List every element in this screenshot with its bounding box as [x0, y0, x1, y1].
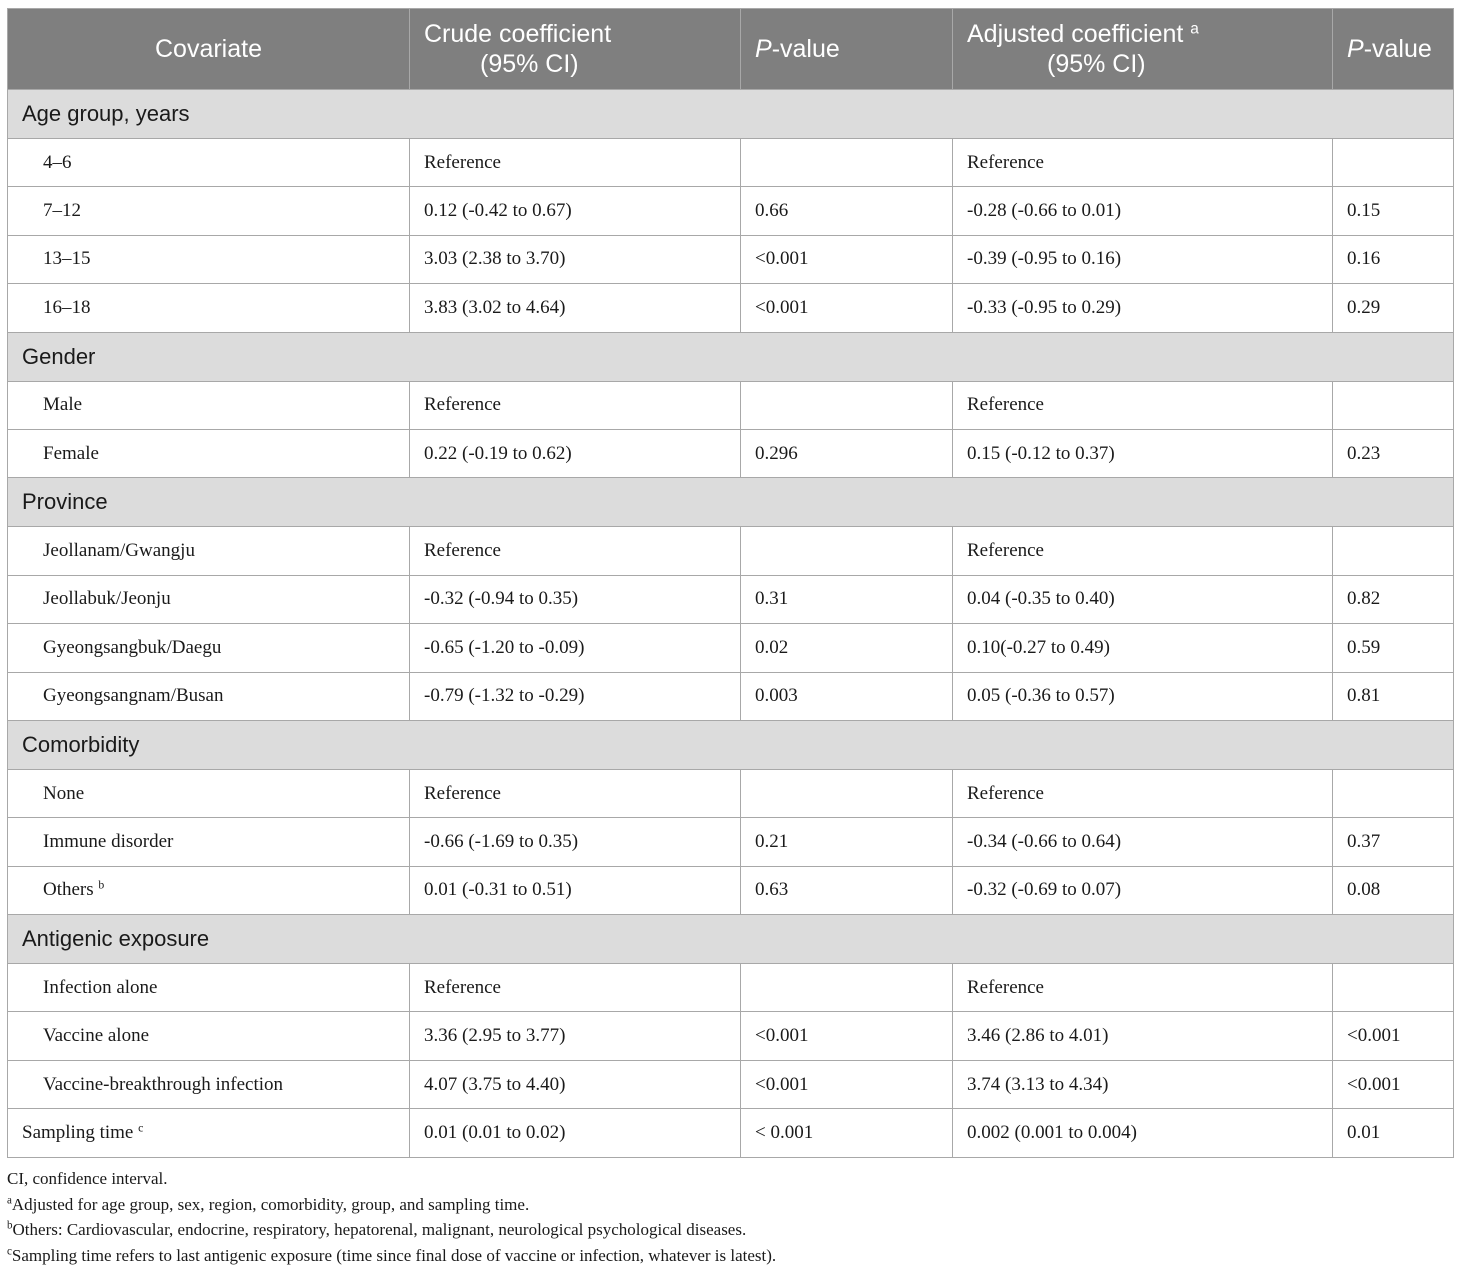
adjusted-p-value-cell [1333, 381, 1454, 429]
footnote-marker: b [7, 1219, 13, 1232]
crude-coefficient-cell: Reference [410, 527, 741, 575]
footnote-marker: c [7, 1244, 12, 1257]
adjusted-coefficient-cell: -0.39 (-0.95 to 0.16) [953, 235, 1333, 283]
crude-coefficient-cell: 0.22 (-0.19 to 0.62) [410, 429, 741, 477]
adjusted-coefficient-cell: -0.28 (-0.66 to 0.01) [953, 187, 1333, 235]
covariate-label: Female [8, 429, 410, 477]
regression-table [7, 8, 1454, 1158]
adjusted-p-value-cell: 0.15 [1333, 187, 1454, 235]
adjusted-p-value-cell [1333, 964, 1454, 1012]
section-title: Age group, years [8, 90, 1454, 139]
covariate-label: 13–15 [8, 235, 410, 283]
table-row [8, 624, 1454, 672]
section-title: Gender [8, 332, 1454, 381]
crude-p-value-cell: 0.66 [741, 187, 953, 235]
adjusted-p-value-cell [1333, 769, 1454, 817]
covariate-label: Others $^b$ [8, 866, 410, 914]
adjusted-coefficient-cell: Reference [953, 139, 1333, 187]
adjusted-p-value-cell: 0.23 [1333, 429, 1454, 477]
crude-p-value-cell: <0.001 [741, 1012, 953, 1060]
covariate-label: Gyeongsangnam/Busan [8, 672, 410, 720]
table-row [8, 866, 1454, 914]
adjusted-coefficient-cell: -0.34 (-0.66 to 0.64) [953, 818, 1333, 866]
adjusted-coefficient-cell: -0.33 (-0.95 to 0.29) [953, 284, 1333, 332]
crude-p-value-cell: 0.31 [741, 575, 953, 623]
covariate-label: 16–18 [8, 284, 410, 332]
crude-p-value-cell [741, 769, 953, 817]
adjusted-p-value-cell: 0.01 [1333, 1109, 1454, 1157]
adjusted-coefficient-cell: 3.46 (2.86 to 4.01) [953, 1012, 1333, 1060]
adjusted-p-value-cell: 0.29 [1333, 284, 1454, 332]
crude-p-value-cell [741, 964, 953, 1012]
footnote: $^b$Others: Cardiovascular, endocrine, respiratory, hepatorenal, malignant, neurological psychological diseases. [7, 1219, 747, 1239]
crude-coefficient-cell: Reference [410, 964, 741, 1012]
covariate-label: Vaccine-breakthrough infection [8, 1060, 410, 1108]
header-p-value-crude: P-value [741, 9, 953, 90]
section-title: Comorbidity [8, 720, 1454, 769]
crude-p-value-cell [741, 139, 953, 187]
covariate-label: Male [8, 381, 410, 429]
crude-coefficient-cell: 0.12 (-0.42 to 0.67) [410, 187, 741, 235]
crude-p-value-cell [741, 527, 953, 575]
crude-coefficient-cell: -0.32 (-0.94 to 0.35) [410, 575, 741, 623]
adjusted-p-value-cell: 0.82 [1333, 575, 1454, 623]
adjusted-coefficient-cell: 3.74 (3.13 to 4.34) [953, 1060, 1333, 1108]
crude-p-value-cell: 0.21 [741, 818, 953, 866]
crude-p-value-cell: 0.02 [741, 624, 953, 672]
covariate-label: Vaccine alone [8, 1012, 410, 1060]
footnote-marker: b [98, 878, 105, 892]
table-row [8, 527, 1454, 575]
adjusted-p-value-cell [1333, 139, 1454, 187]
header-covariate: Covariate [8, 9, 410, 90]
footnote: CI, confidence interval. [7, 1169, 168, 1188]
table-row [8, 1109, 1454, 1157]
crude-p-value-cell: 0.296 [741, 429, 953, 477]
crude-p-value-cell: < 0.001 [741, 1109, 953, 1157]
adjusted-p-value-cell [1333, 527, 1454, 575]
adjusted-p-value-cell: 0.16 [1333, 235, 1454, 283]
adjusted-coefficient-cell: 0.002 (0.001 to 0.004) [953, 1109, 1333, 1157]
adjusted-coefficient-cell: Reference [953, 769, 1333, 817]
table-body [8, 90, 1454, 1158]
covariate-label: Gyeongsangbuk/Daegu [8, 624, 410, 672]
table-row [8, 1012, 1454, 1060]
footnote: $^c$Sampling time refers to last antigenic exposure (time since final dose of vaccine or infection, whatever is latest). [7, 1244, 777, 1265]
crude-coefficient-cell: 0.01 (-0.31 to 0.51) [410, 866, 741, 914]
crude-coefficient-cell: -0.79 (-1.32 to -0.29) [410, 672, 741, 720]
table-row [8, 769, 1454, 817]
table-row [8, 187, 1454, 235]
covariate-label: 7–12 [8, 187, 410, 235]
covariate-label: Sampling time $^c$ [8, 1109, 410, 1157]
section-header-row [8, 332, 1454, 381]
crude-p-value-cell: <0.001 [741, 1060, 953, 1108]
table-row [8, 139, 1454, 187]
table-row [8, 429, 1454, 477]
covariate-label: None [8, 769, 410, 817]
adjusted-p-value-cell: 0.81 [1333, 672, 1454, 720]
header-crude-coefficient: Crude coefficient (95% CI) [410, 9, 741, 90]
section-header-row [8, 720, 1454, 769]
crude-p-value-cell: <0.001 [741, 235, 953, 283]
section-title: Antigenic exposure [8, 915, 1454, 964]
covariate-label: Jeollabuk/Jeonju [8, 575, 410, 623]
crude-coefficient-cell: Reference [410, 139, 741, 187]
crude-p-value-cell: <0.001 [741, 284, 953, 332]
table-footnotes [7, 1166, 1453, 1268]
crude-coefficient-cell: Reference [410, 769, 741, 817]
crude-coefficient-cell: 3.36 (2.95 to 3.77) [410, 1012, 741, 1060]
section-header-row [8, 90, 1454, 139]
table-row [8, 818, 1454, 866]
adjusted-coefficient-cell: Reference [953, 527, 1333, 575]
crude-coefficient-cell: 4.07 (3.75 to 4.40) [410, 1060, 741, 1108]
crude-p-value-cell: 0.63 [741, 866, 953, 914]
adjusted-p-value-cell: 0.59 [1333, 624, 1454, 672]
adjusted-coefficient-cell: Reference [953, 381, 1333, 429]
table-row [8, 1060, 1454, 1108]
table-row [8, 964, 1454, 1012]
section-title: Province [8, 478, 1454, 527]
adjusted-coefficient-cell: 0.15 (-0.12 to 0.37) [953, 429, 1333, 477]
crude-coefficient-cell: Reference [410, 381, 741, 429]
crude-coefficient-cell: 0.01 (0.01 to 0.02) [410, 1109, 741, 1157]
table-row [8, 672, 1454, 720]
adjusted-coefficient-cell: -0.32 (-0.69 to 0.07) [953, 866, 1333, 914]
table-row [8, 381, 1454, 429]
adjusted-coefficient-cell: 0.10(-0.27 to 0.49) [953, 624, 1333, 672]
adjusted-p-value-cell: 0.08 [1333, 866, 1454, 914]
adjusted-p-value-cell: <0.001 [1333, 1060, 1454, 1108]
adjusted-coefficient-cell: Reference [953, 964, 1333, 1012]
footnote: $^a$Adjusted for age group, sex, region, comorbidity, group, and sampling time. [7, 1193, 530, 1214]
adjusted-coefficient-cell: 0.05 (-0.36 to 0.57) [953, 672, 1333, 720]
adjusted-coefficient-cell: 0.04 (-0.35 to 0.40) [953, 575, 1333, 623]
crude-coefficient-cell: -0.65 (-1.20 to -0.09) [410, 624, 741, 672]
footnote-marker: a [7, 1193, 12, 1206]
crude-coefficient-cell: 3.03 (2.38 to 3.70) [410, 235, 741, 283]
header-p-value-adjusted: P-value [1333, 9, 1454, 90]
crude-p-value-cell [741, 381, 953, 429]
adjusted-p-value-cell: 0.37 [1333, 818, 1454, 866]
crude-coefficient-cell: -0.66 (-1.69 to 0.35) [410, 818, 741, 866]
table-row [8, 284, 1454, 332]
table-header-row [8, 9, 1454, 90]
header-adjusted-coefficient: Adjusted coefficient $^a$ (95% CI) [953, 9, 1333, 90]
covariate-label: Infection alone [8, 964, 410, 1012]
table-row [8, 235, 1454, 283]
crude-p-value-cell: 0.003 [741, 672, 953, 720]
adjusted-p-value-cell: <0.001 [1333, 1012, 1454, 1060]
covariate-label: Immune disorder [8, 818, 410, 866]
covariate-label: Jeollanam/Gwangju [8, 527, 410, 575]
table-row [8, 575, 1454, 623]
section-header-row [8, 478, 1454, 527]
section-header-row [8, 915, 1454, 964]
crude-coefficient-cell: 3.83 (3.02 to 4.64) [410, 284, 741, 332]
footnote-marker: c [138, 1121, 144, 1135]
covariate-label: 4–6 [8, 139, 410, 187]
